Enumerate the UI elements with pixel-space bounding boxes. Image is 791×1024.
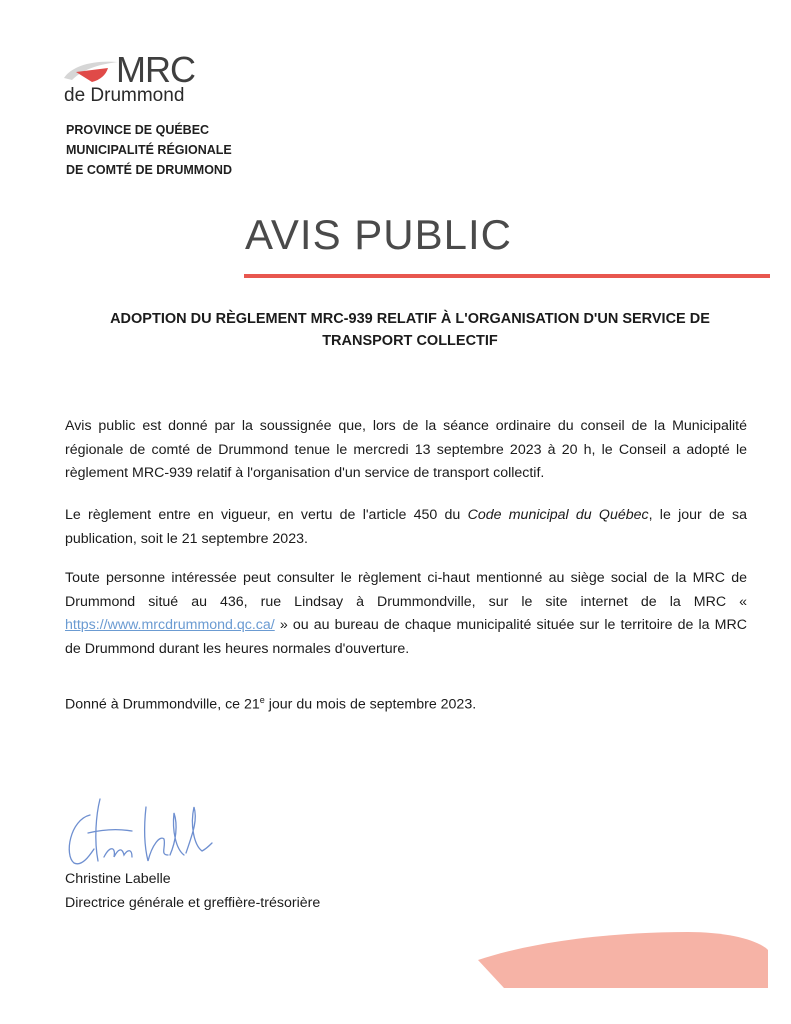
title-divider [244, 274, 770, 278]
text: jour du mois de septembre 2023. [264, 696, 477, 713]
mrc-swoosh-logo-icon [62, 58, 120, 84]
ordinal-suffix: e [259, 695, 265, 705]
page-title: AVIS PUBLIC [245, 211, 512, 258]
subject-line: TRANSPORT COLLECTIF [322, 333, 498, 349]
text: Toute personne intéressée peut consulter le règlement ci-haut mentionné au siège social de la MRC de Drummond situé au 436, rue Lindsay à Drummondville, sur le site internet de la MRC « [65, 570, 747, 610]
notice-subject [60, 308, 760, 352]
logo-brand: MRC [116, 49, 195, 90]
text: Le règlement entre en vigueur, en vertu de l'article 450 du [65, 507, 468, 523]
province-block [66, 120, 232, 180]
province-line: MUNICIPALITÉ RÉGIONALE [66, 143, 232, 157]
paragraph-adoption: Avis public est donné par la soussignée que, lors de la séance ordinaire du conseil de la Municipalité régionale de comté de Drummond tenue le mercredi 13 septembre 2023 à 20 h, le Conseil a adopté le règlement MRC-939 relatif à l'organisation d'un service de transport collectif. [65, 418, 747, 481]
province-line: DE COMTÉ DE DRUMMOND [66, 163, 232, 177]
signer-role: Directrice générale et greffière-trésorière [65, 894, 321, 911]
mrc-logo [62, 49, 207, 108]
paragraph-given-at [65, 689, 747, 717]
salmon-wing-shape [478, 930, 770, 992]
code-municipal-title: Code municipal du Québec [467, 507, 649, 523]
footer-decoration [478, 930, 770, 997]
signer-name: Christine Labelle [65, 871, 171, 887]
province-line: PROVINCE DE QUÉBEC [66, 123, 210, 137]
paragraph-consultation [65, 567, 747, 661]
logo-subtitle: de Drummond [64, 85, 185, 106]
paragraph-entry-into-force [65, 504, 747, 551]
signer-block [65, 868, 320, 915]
handwritten-signature-icon [60, 795, 230, 875]
text: Donné à Drummondville, ce 21 [65, 696, 260, 713]
subject-line: ADOPTION DU RÈGLEMENT MRC-939 RELATIF À L'ORGANISATION D'UN SERVICE DE [110, 311, 710, 327]
text: , le jour de sa publication, soit le 21 septembre 2023. [65, 507, 747, 547]
website-link[interactable]: https://www.mrcdrummond.qc.ca/ [65, 617, 275, 633]
text: » ou au bureau de chaque municipalité située sur le territoire de la MRC de Drummond durant les heures normales d'ouverture. [65, 617, 747, 657]
